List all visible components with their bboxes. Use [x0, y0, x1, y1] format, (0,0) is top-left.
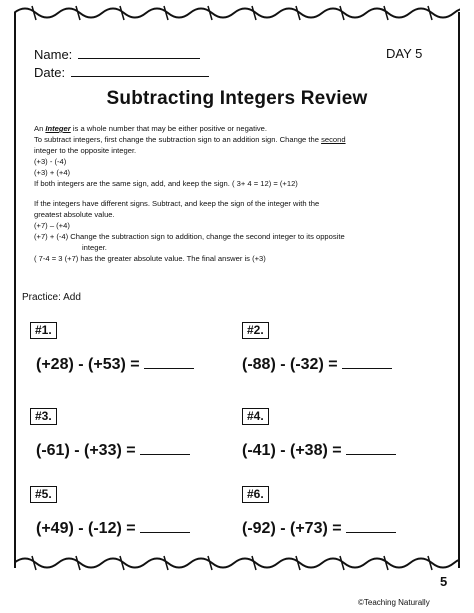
rule-prefix: To subtract integers, first change the subtraction sign to an addition sign. Change the	[34, 135, 322, 144]
wavy-bottom-border	[14, 552, 460, 574]
copyright-footer: ©Teaching Naturally	[358, 598, 430, 607]
problem-4-answer-blank[interactable]	[346, 440, 396, 455]
def-term: Integer	[45, 124, 71, 133]
problem-3-label: #3.	[30, 408, 57, 425]
problem-4-equation: (-41) - (+38) =	[242, 442, 342, 459]
def-text: is a whole number that may be either positive or negative.	[70, 124, 268, 133]
example-2b: (+7) + (-4) Change the subtraction sign to addition, change the second integer to its opposite	[34, 232, 345, 241]
wavy-top-border	[14, 2, 460, 24]
problem-2-equation: (-88) - (-32) =	[242, 356, 338, 373]
problem-2-label: #2.	[242, 322, 269, 339]
practice-label: Practice: Add	[22, 292, 81, 303]
problem-2-answer-blank[interactable]	[342, 354, 392, 369]
example-2c: integer.	[82, 243, 107, 252]
problem-5-equation: (+49) - (-12) =	[36, 520, 136, 537]
diff-sign-rule-1: If the integers have different signs. Subtract, and keep the sign of the integer with the	[34, 199, 320, 208]
example-2d: ( 7-4 = 3 (+7) has the greater absolute value. The final answer is (+3)	[34, 254, 266, 263]
problem-6[interactable]	[242, 518, 396, 538]
rule-line	[34, 134, 444, 145]
rule-line-2: integer to the opposite integer.	[34, 146, 137, 155]
problem-1[interactable]	[36, 354, 194, 374]
def-prefix: An	[34, 124, 46, 133]
problem-6-label: #6.	[242, 486, 269, 503]
problem-5-label: #5.	[30, 486, 57, 503]
name-field[interactable]	[34, 46, 200, 62]
problem-5-answer-blank[interactable]	[140, 518, 190, 533]
date-field[interactable]	[34, 64, 209, 80]
problem-2[interactable]	[242, 354, 392, 374]
problem-1-answer-blank[interactable]	[144, 354, 194, 369]
problem-5[interactable]	[36, 518, 190, 538]
page-number: 5	[440, 574, 448, 589]
notes-section	[34, 123, 444, 264]
rule-second: second	[321, 135, 346, 144]
problem-3[interactable]	[36, 440, 190, 460]
problem-1-label: #1.	[30, 322, 57, 339]
name-blank[interactable]	[78, 46, 200, 59]
definition-line	[34, 123, 444, 134]
problem-6-answer-blank[interactable]	[346, 518, 396, 533]
problem-6-equation: (-92) - (+73) =	[242, 520, 342, 537]
problem-3-answer-blank[interactable]	[140, 440, 190, 455]
diff-sign-rule-2: greatest absolute value.	[34, 210, 115, 219]
problem-4[interactable]	[242, 440, 396, 460]
problem-3-equation: (-61) - (+33) =	[36, 442, 136, 459]
page-title: Subtracting Integers Review	[106, 88, 368, 109]
date-label: Date:	[34, 65, 66, 80]
date-blank[interactable]	[71, 64, 209, 77]
problem-1-equation: (+28) - (+53) =	[36, 356, 140, 373]
name-label: Name:	[34, 47, 73, 62]
example-1b: (+3) + (+4)	[34, 168, 71, 177]
example-2a: (+7) – (+4)	[34, 221, 70, 230]
problem-4-label: #4.	[242, 408, 269, 425]
same-sign-rule: If both integers are the same sign, add, and keep the sign. ( 3+ 4 = 12) = (+12)	[34, 179, 298, 188]
day-label: DAY 5	[386, 46, 423, 61]
example-1a: (+3) - (-4)	[34, 157, 67, 166]
